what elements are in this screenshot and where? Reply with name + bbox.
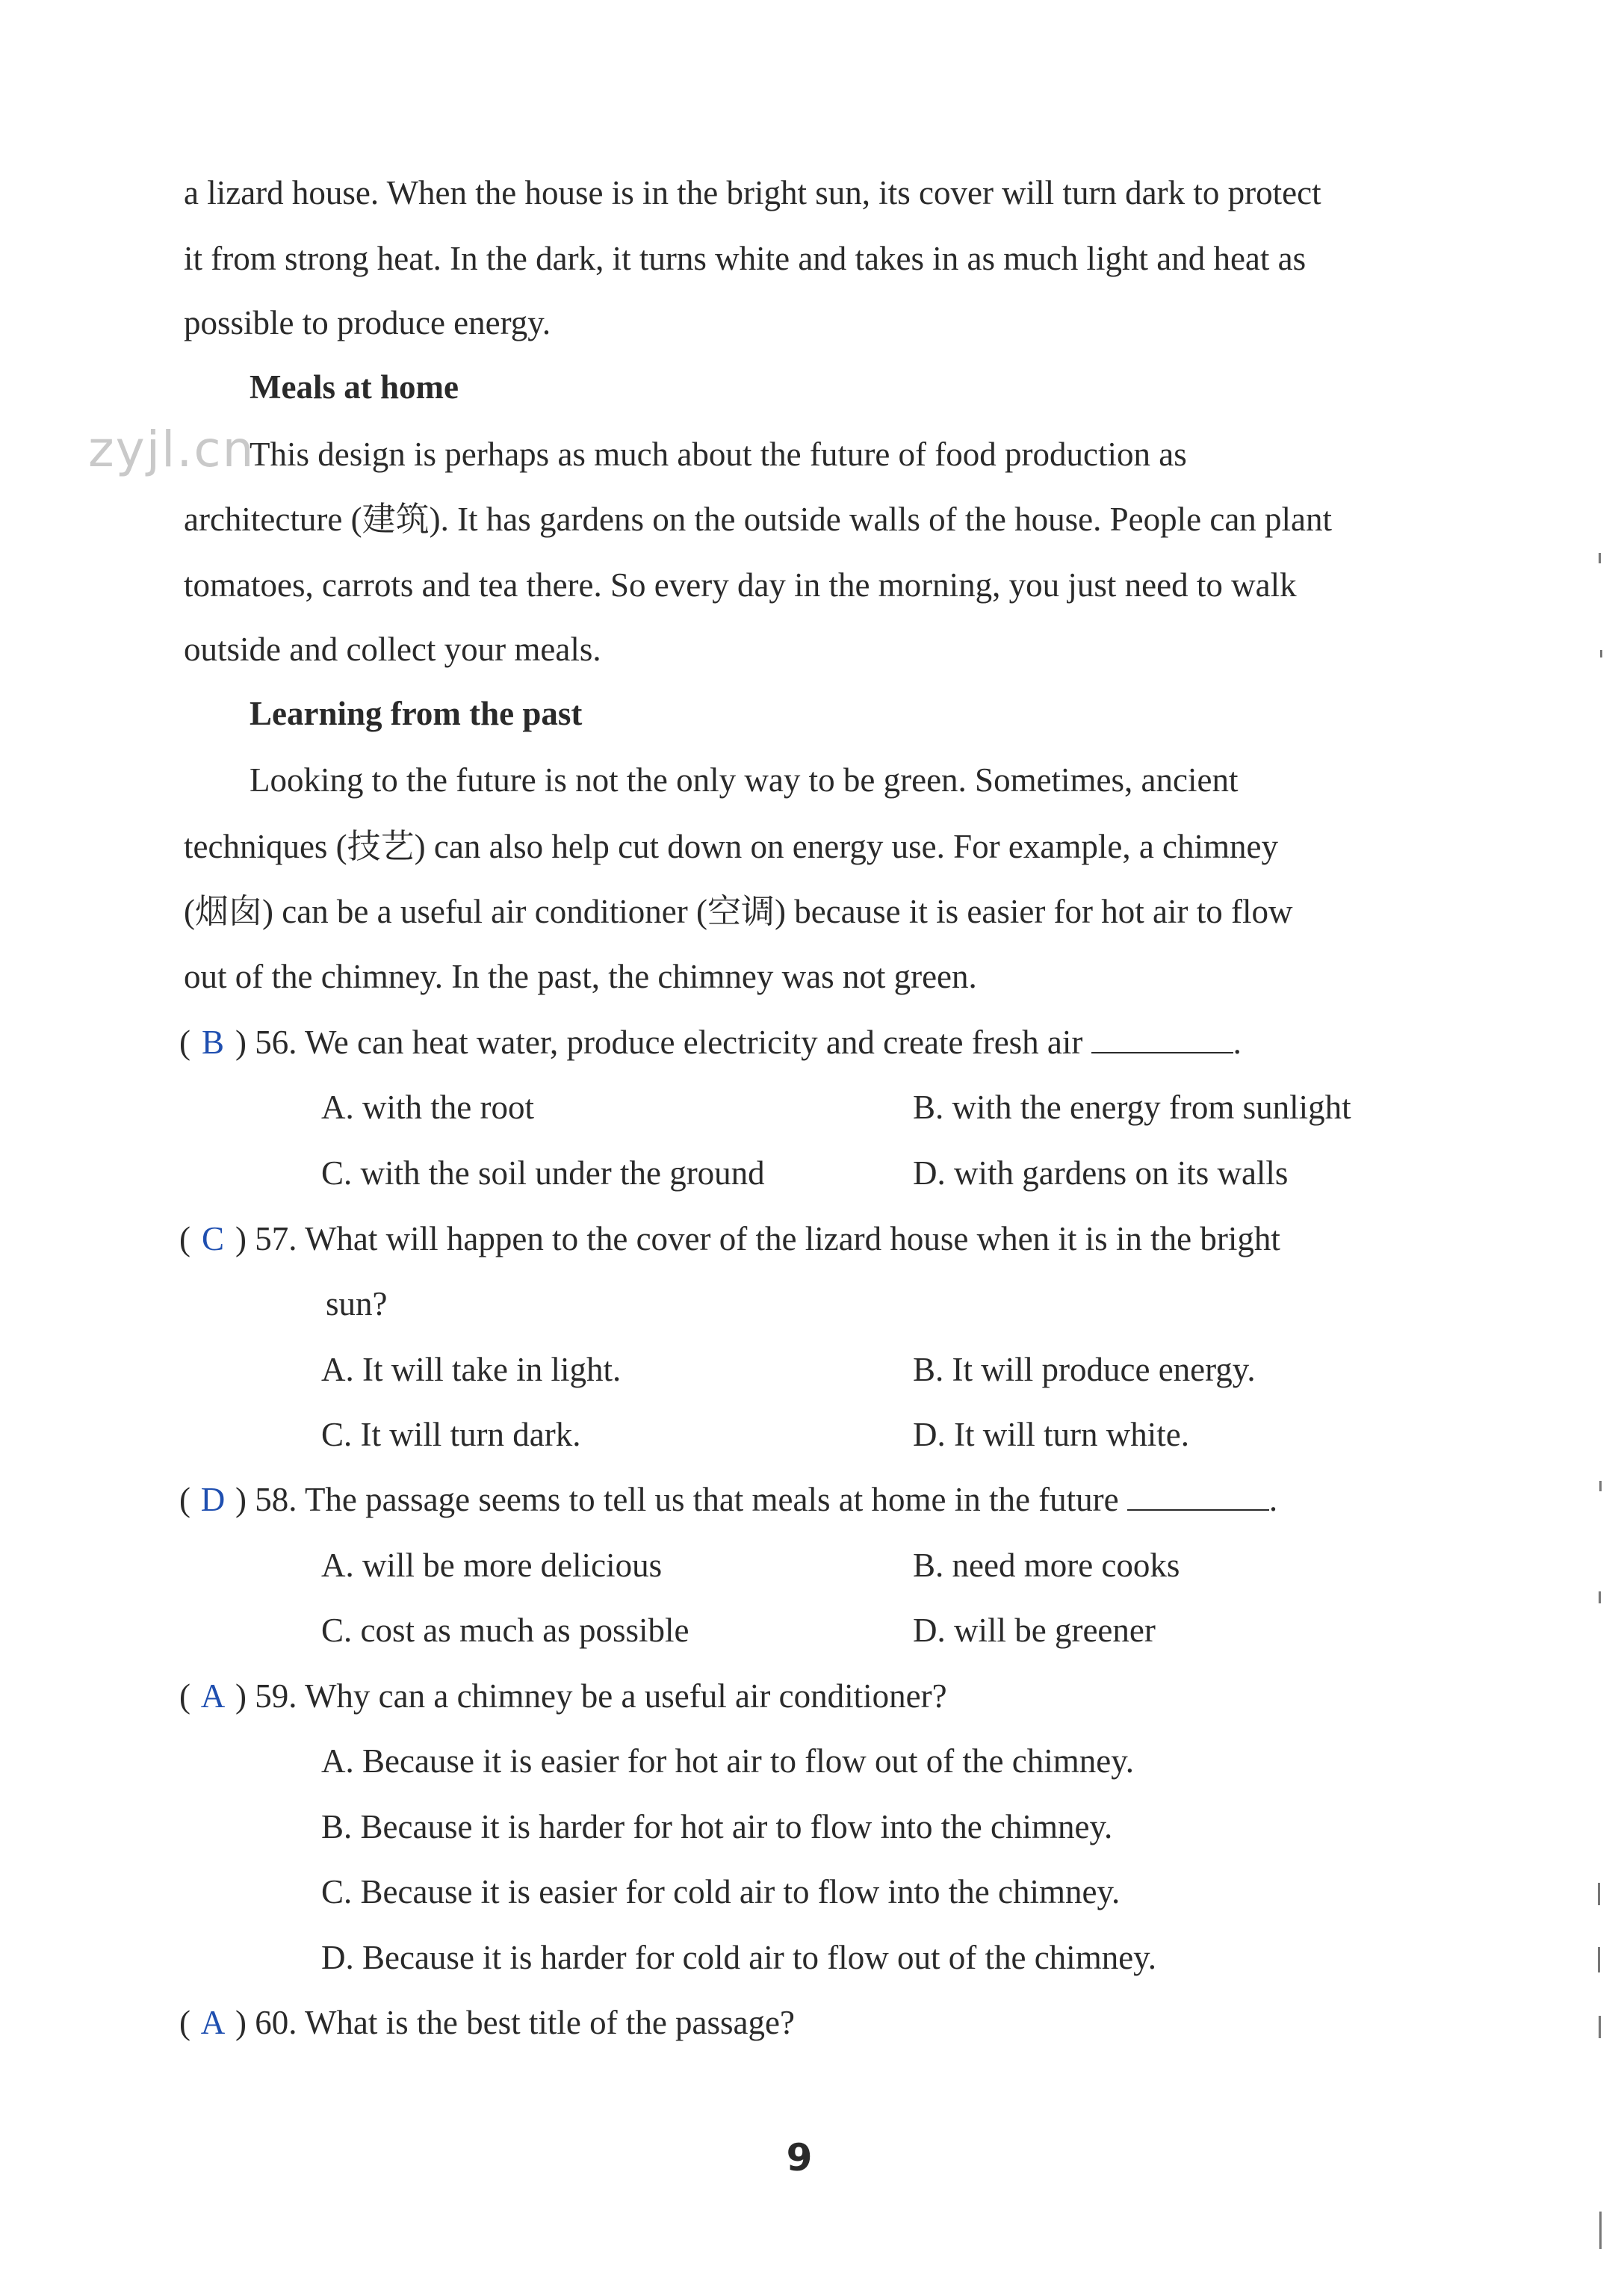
question-stem: Why can a chimney be a useful air conditioner?	[304, 1677, 947, 1715]
question-58: ( D ) 58. The passage seems to tell us that meals at home in the future .	[179, 1477, 1277, 1522]
answer-mark: D	[200, 1481, 226, 1518]
question-number: 59.	[255, 1677, 297, 1715]
option-c: C. It will turn dark.	[321, 1416, 581, 1453]
section-heading-meals: Meals at home	[250, 368, 459, 406]
answer-blank	[1091, 1025, 1233, 1053]
page-number: 9	[786, 2136, 813, 2179]
scan-mark	[1599, 1481, 1602, 1491]
scan-mark	[1599, 2212, 1602, 2249]
question-stem-continuation: sun?	[326, 1285, 388, 1322]
question-56: ( B ) 56. We can heat water, produce electricity and create fresh air .	[179, 1020, 1242, 1065]
scan-mark	[1600, 650, 1602, 657]
scan-mark	[1598, 1947, 1600, 1972]
question-number: 56.	[255, 1024, 297, 1061]
passage-line: out of the chimney. In the past, the chimney was not green.	[184, 958, 977, 995]
scan-mark	[1599, 2016, 1601, 2038]
question-stem: We can heat water, produce electricity and create fresh air	[304, 1024, 1083, 1061]
option-a: A. Because it is easier for hot air to flow out of the chimney.	[321, 1742, 1135, 1780]
option-b: B. with the energy from sunlight	[913, 1089, 1351, 1126]
option-b: B. It will produce energy.	[913, 1351, 1256, 1388]
option-a: A. with the root	[321, 1089, 534, 1126]
passage-line: possible to produce energy.	[184, 304, 551, 341]
passage-line: (烟囱) can be a useful air conditioner (空调) because it is easier for hot air to flow	[184, 893, 1293, 930]
answer-blank	[1127, 1482, 1269, 1511]
answer-mark: C	[201, 1220, 224, 1257]
question-stem: The passage seems to tell us that meals at home in the future	[304, 1481, 1119, 1518]
scan-mark	[1598, 1883, 1600, 1905]
option-c: C. cost as much as possible	[321, 1612, 689, 1649]
passage-line: a lizard house. When the house is in the bright sun, its cover will turn dark to protect	[184, 174, 1321, 211]
scan-mark	[1599, 553, 1601, 563]
option-c: C. with the soil under the ground	[321, 1154, 765, 1192]
question-59: ( A ) 59. Why can a chimney be a useful air conditioner?	[179, 1674, 947, 1718]
question-stem: What will happen to the cover of the lizard house when it is in the bright	[304, 1220, 1280, 1257]
passage-line: Looking to the future is not the only way to be green. Sometimes, ancient	[250, 761, 1239, 799]
question-60: ( A ) 60. What is the best title of the passage?	[179, 2000, 795, 2045]
scan-mark	[1599, 1591, 1601, 1603]
option-b: B. Because it is harder for hot air to flow into the chimney.	[321, 1808, 1113, 1845]
option-d: D. It will turn white.	[913, 1416, 1189, 1453]
passage-line: outside and collect your meals.	[184, 631, 601, 668]
option-d: D. will be greener	[913, 1612, 1156, 1649]
answer-mark: B	[201, 1024, 224, 1061]
question-number: 58.	[255, 1481, 297, 1518]
passage-line: techniques (技艺) can also help cut down on energy use. For example, a chimney	[184, 828, 1279, 865]
option-d: D. with gardens on its walls	[913, 1154, 1289, 1192]
section-heading-past: Learning from the past	[250, 695, 583, 732]
question-number: 60.	[255, 2004, 297, 2041]
question-number: 57.	[255, 1220, 297, 1257]
passage-line: tomatoes, carrots and tea there. So every day in the morning, you just need to walk	[184, 566, 1297, 604]
option-b: B. need more cooks	[913, 1547, 1180, 1584]
passage-line: it from strong heat. In the dark, it turns white and takes in as much light and heat as	[184, 240, 1307, 277]
passage-line: architecture (建筑). It has gardens on the outside walls of the house. People can plant	[184, 501, 1333, 538]
passage-line: This design is perhaps as much about the future of food production as	[250, 436, 1187, 473]
answer-mark: A	[200, 1677, 226, 1715]
option-a: A. will be more delicious	[321, 1547, 663, 1584]
watermark: zyjl.cn	[88, 421, 255, 478]
option-a: A. It will take in light.	[321, 1351, 622, 1388]
option-c: C. Because it is easier for cold air to flow into the chimney.	[321, 1873, 1121, 1910]
question-stem: What is the best title of the passage?	[304, 2004, 795, 2041]
question-57: ( C ) 57. What will happen to the cover of the lizard house when it is in the bright	[179, 1216, 1280, 1261]
option-d: D. Because it is harder for cold air to flow out of the chimney.	[321, 1939, 1156, 1976]
answer-mark: A	[200, 2004, 226, 2041]
